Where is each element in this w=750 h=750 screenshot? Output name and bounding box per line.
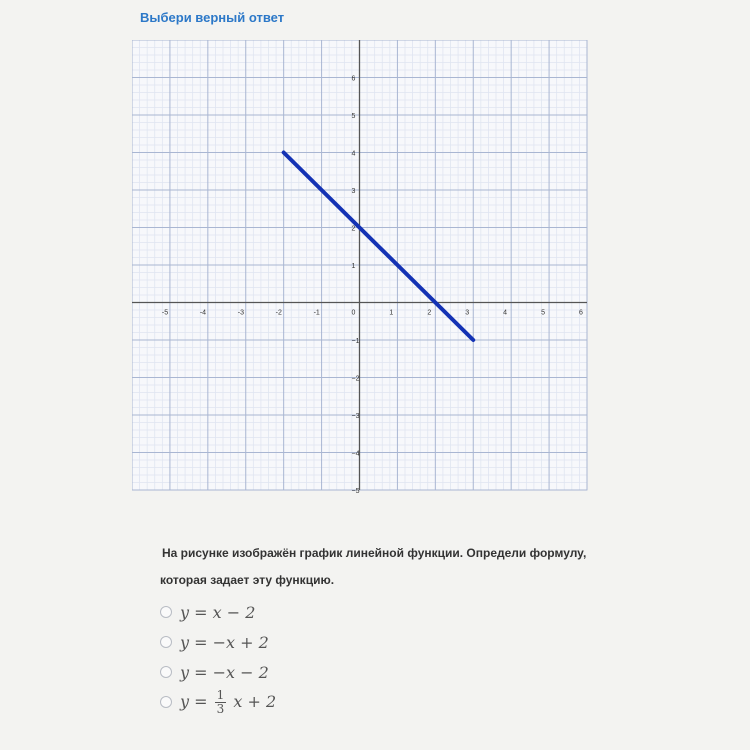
fraction-numerator: 1 xyxy=(216,687,225,702)
x-tick-label: 6 xyxy=(579,309,583,317)
option-2-formula: y = −x + 2 xyxy=(180,632,269,652)
question-line-1: На рисунке изображён график линейной функции. Определи формулу, xyxy=(162,546,587,560)
option-4-formula xyxy=(180,689,276,716)
y-tick-label: 5 xyxy=(351,113,356,120)
option-1-formula: y = x − 2 xyxy=(180,602,256,622)
radio-button[interactable] xyxy=(160,666,172,678)
y-tick-label: −4 xyxy=(351,450,360,458)
x-tick-label: 0 xyxy=(351,309,356,317)
x-tick-label: 2 xyxy=(427,309,432,317)
y-tick-label: 3 xyxy=(351,188,356,195)
formula-suffix: x + 2 xyxy=(233,691,277,711)
option-3-formula: y = −x − 2 xyxy=(180,662,269,682)
y-tick-label: 4 xyxy=(351,150,356,158)
fraction-denominator: 3 xyxy=(216,701,225,716)
option-4[interactable] xyxy=(160,687,276,717)
option-1[interactable] xyxy=(160,597,276,627)
y-tick-label: −5 xyxy=(351,488,360,495)
y-tick-label: 1 xyxy=(351,263,356,270)
x-tick-label: -3 xyxy=(237,309,244,317)
x-tick-label: 4 xyxy=(503,309,508,317)
x-tick-label: -1 xyxy=(313,309,320,317)
x-tick-label: 1 xyxy=(389,309,394,317)
x-tick-label: -4 xyxy=(199,309,207,317)
formula-prefix: y = xyxy=(180,691,213,711)
y-tick-label: −1 xyxy=(351,338,360,345)
radio-button[interactable] xyxy=(160,636,172,648)
option-3[interactable] xyxy=(160,657,276,687)
y-tick-label: −3 xyxy=(351,413,360,420)
question-text xyxy=(162,540,702,594)
x-tick-label: -5 xyxy=(161,309,169,317)
x-tick-label: -2 xyxy=(275,309,282,317)
function-graph xyxy=(132,40,592,495)
task-title: Выбери верный ответ xyxy=(140,10,285,25)
radio-button[interactable] xyxy=(160,606,172,618)
x-tick-label: 3 xyxy=(465,309,470,317)
y-tick-label: 6 xyxy=(351,75,356,83)
radio-button[interactable] xyxy=(160,696,172,708)
x-tick-label: 5 xyxy=(541,309,545,317)
y-tick-label: −2 xyxy=(351,375,360,383)
answer-options xyxy=(160,597,276,717)
option-2[interactable] xyxy=(160,627,276,657)
y-tick-label: 2 xyxy=(351,225,356,233)
question-line-2: которая задает эту функцию. xyxy=(160,573,335,587)
fraction xyxy=(215,689,227,716)
